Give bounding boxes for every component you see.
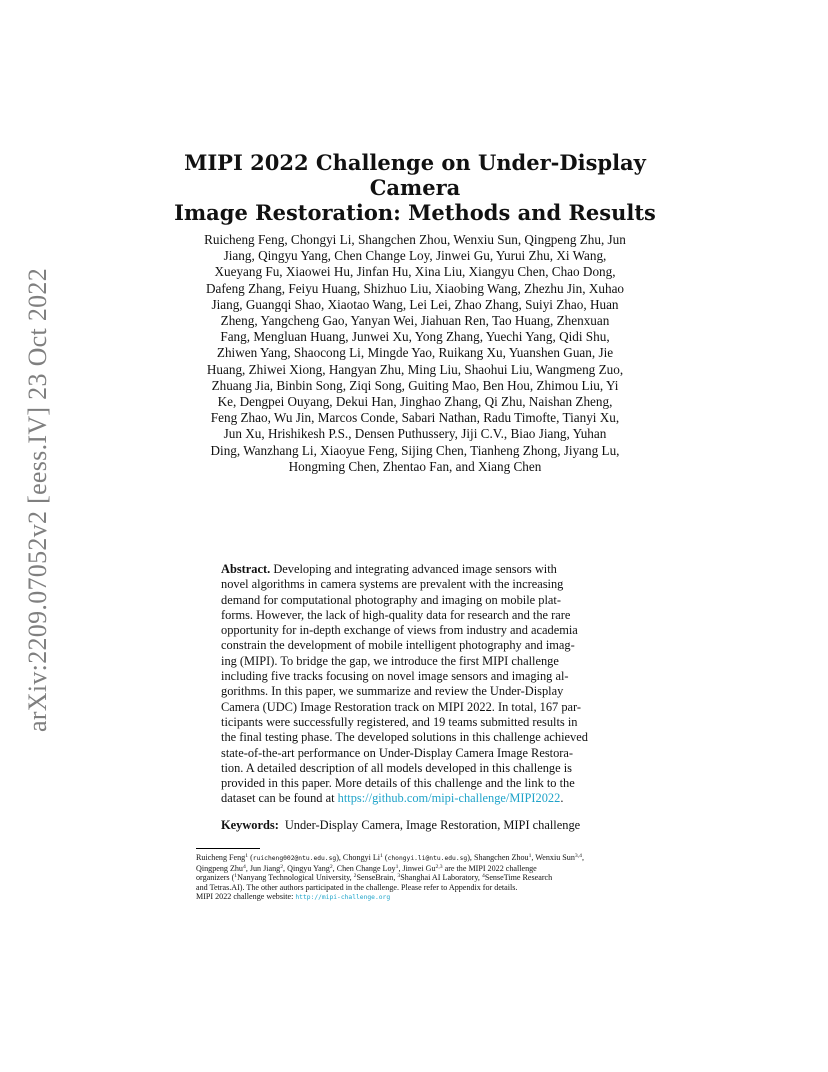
affiliation-sup: 1: [380, 853, 383, 859]
affiliation-sup: 1: [395, 863, 399, 870]
author-line: Ding, Wanzhang Li, Xiaoyue Feng, Sijing Chen, Tianheng Zhong, Jiyang Lu,: [210, 442, 620, 458]
affiliation-sup: 2: [280, 863, 284, 870]
affiliation-sup: 2,3: [435, 863, 443, 870]
footnote: [196, 853, 651, 903]
footnote-text: , Qingyu Yang: [283, 863, 330, 873]
footnote-text: SenseTime Research: [484, 873, 553, 883]
affiliation-sup: 3,4: [574, 853, 582, 859]
author-line: Jun Xu, Hrishikesh P.S., Densen Puthussery, Jiji C.V., Biao Jiang, Yuhan: [223, 426, 607, 442]
footnote-line: [196, 892, 651, 903]
author-line: Zheng, Yangcheng Gao, Yanyan Wei, Jiahuan Ren, Tao Huang, Zhenxuan: [220, 313, 610, 329]
abstract-line: [221, 562, 613, 577]
abstract-line: state-of-the-art performance on Under-Display Camera Image Restora-: [221, 745, 574, 760]
author-line: Hongming Chen, Zhentao Fan, and Xiang Chen: [288, 458, 542, 474]
footnote-text: Qingpeng Zhu: [196, 863, 243, 873]
footnote-text: ), Shangchen Zhou: [467, 853, 529, 862]
abstract-line: the final testing phase. The developed solutions in this challenge achieved: [221, 730, 588, 745]
author-line: Xueyang Fu, Xiaowei Hu, Jinfan Hu, Xina Liu, Xiangyu Chen, Chao Dong,: [214, 264, 616, 280]
abstract-line: Camera (UDC) Image Restoration track on MIPI 2022. In total, 167 par-: [221, 699, 582, 714]
author-line: Zhiwen Yang, Shaocong Li, Mingde Yao, Ruikang Xu, Yuanshen Guan, Jie: [216, 345, 614, 361]
footnote-text: (: [382, 853, 388, 862]
footnote-text: , Wenxiu Sun: [531, 853, 575, 862]
author-line: Zhuang Jia, Binbin Song, Ziqi Song, Guiting Mao, Ben Hou, Zhimou Liu, Yi: [211, 377, 619, 393]
title-line: Image Restoration: Methods and Results: [174, 200, 656, 225]
keywords: [221, 818, 613, 833]
footnote-divider: [196, 848, 260, 849]
affiliation-sup: 1: [234, 873, 238, 880]
keywords-label: Keywords:: [221, 818, 279, 832]
abstract-line: demand for computational photography and imaging on mobile plat-: [221, 592, 561, 607]
abstract-text: Developing and integrating advanced image sensors with: [273, 562, 557, 576]
abstract-text: .: [560, 791, 564, 806]
affiliation-sup: 1: [245, 853, 249, 859]
footnote-text: are the MIPI 2022 challenge: [442, 863, 537, 873]
author-line: Jiang, Guangqi Shao, Xiaotao Wang, Lei Lei, Zhao Zhang, Suiyi Zhao, Huan: [211, 296, 619, 312]
affiliation-sup: 1: [528, 853, 532, 859]
footnote-line: and Tetras.AI). The other authors participated in the challenge. Please refer to Appendix for details.: [196, 882, 518, 892]
abstract-line: constrain the development of mobile intelligent photography and imag-: [221, 638, 575, 653]
footnote-text: (: [248, 853, 253, 862]
footnote-text: SenseBrain,: [356, 873, 398, 883]
affiliation-sup: 4: [242, 863, 246, 870]
keywords-text: Under-Display Camera, Image Restoration, MIPI challenge: [284, 818, 581, 832]
author-line: Dafeng Zhang, Feiyu Huang, Shizhuo Liu, Xiaobing Wang, Zhezhu Jin, Xuhao: [205, 280, 625, 296]
footnote-line: [196, 864, 651, 874]
abstract-line: including five tracks focusing on novel image sensors and imaging al-: [221, 669, 569, 684]
footnote-line: Ruicheng Feng$^1$ (ruicheng002@ntu.edu.sg), Chongyi Li$^1$ (chongyi.li@ntu.edu.sg), Shangchen Zhou$^1$, Wenxiu Sun$^{3,4}$,: [196, 853, 585, 862]
abstract-line: ing (MIPI). To bridge the gap, we introduce the first MIPI challenge: [221, 653, 559, 668]
abstract-line: novel algorithms in camera systems are prevalent with the increasing: [221, 577, 564, 592]
author-line: Ruicheng Feng, Chongyi Li, Shangchen Zhou, Wenxiu Sun, Qingpeng Zhu, Jun: [204, 232, 626, 247]
footnote-text: Ruicheng Feng: [196, 853, 246, 862]
footnote-text: MIPI 2022 challenge website:: [196, 892, 296, 902]
author-line: Feng Zhao, Wu Jin, Marcos Conde, Sabari Nathan, Radu Timofte, Tianyi Xu,: [210, 410, 620, 426]
author-line: Ke, Dengpei Ouyang, Dekui Han, Jinghao Zhang, Qi Zhu, Naishan Zheng,: [217, 394, 613, 410]
affiliation-sup: 2: [329, 863, 333, 870]
email[interactable]: chongyi.li@ntu.edu.sg: [387, 855, 468, 862]
arxiv-identifier-stamp: arXiv:2209.07052v2 [eess.IV] 23 Oct 2022: [23, 267, 52, 733]
dataset-link[interactable]: https://github.com/mipi-challenge/MIPI2022: [337, 791, 561, 806]
footnote-text: organizers (: [196, 873, 235, 883]
footnote-line: [196, 873, 651, 883]
abstract: [221, 562, 613, 807]
affiliation-sup: 3: [397, 873, 401, 880]
abstract-label: Abstract.: [221, 562, 271, 576]
abstract-line: opportunity for in-depth exchange of views from industry and academia: [221, 623, 578, 638]
affiliation-sup: 2: [353, 873, 357, 880]
footnote-text: ), Chongyi Li: [336, 853, 381, 862]
challenge-website-link[interactable]: http://mipi-challenge.org: [295, 894, 391, 902]
author-line: Jiang, Qingyu Yang, Chen Change Loy, Jinwei Gu, Yurui Zhu, Xi Wang,: [223, 248, 607, 264]
footnote-text: , Jun Jiang: [245, 863, 281, 873]
paper-title: [160, 150, 670, 225]
author-line: Fang, Mengluan Huang, Junwei Xu, Yong Zhang, Yuechi Yang, Qidi Shu,: [220, 329, 610, 345]
footnote-text: , Chen Change Loy: [332, 863, 396, 873]
affiliation-sup: 4: [481, 873, 485, 880]
title-line: MIPI 2022 Challenge on Under-Display Camera: [184, 150, 646, 200]
footnote-text: , Jinwei Gu: [398, 863, 436, 873]
abstract-line: gorithms. In this paper, we summarize and review the Under-Display: [221, 684, 564, 699]
author-list: [178, 232, 652, 475]
abstract-line: tion. A detailed description of all models developed in this challenge is: [221, 760, 572, 775]
email[interactable]: ruicheng002@ntu.edu.sg: [252, 855, 337, 862]
abstract-line: provided in this paper. More details of this challenge and the link to the: [221, 776, 575, 791]
abstract-text: dataset can be found at: [221, 791, 338, 806]
footnote-text: Nanyang Technological University,: [237, 873, 354, 883]
abstract-line: [221, 791, 613, 806]
author-line: Huang, Zhiwei Xiong, Hangyan Zhu, Ming Liu, Shaohui Liu, Wangmeng Zuo,: [206, 361, 624, 377]
abstract-line: ticipants were successfully registered, and 19 teams submitted results in: [221, 714, 578, 729]
abstract-line: forms. However, the lack of high-quality data for research and the rare: [221, 607, 571, 622]
footnote-text: Shanghai AI Laboratory,: [400, 873, 482, 883]
